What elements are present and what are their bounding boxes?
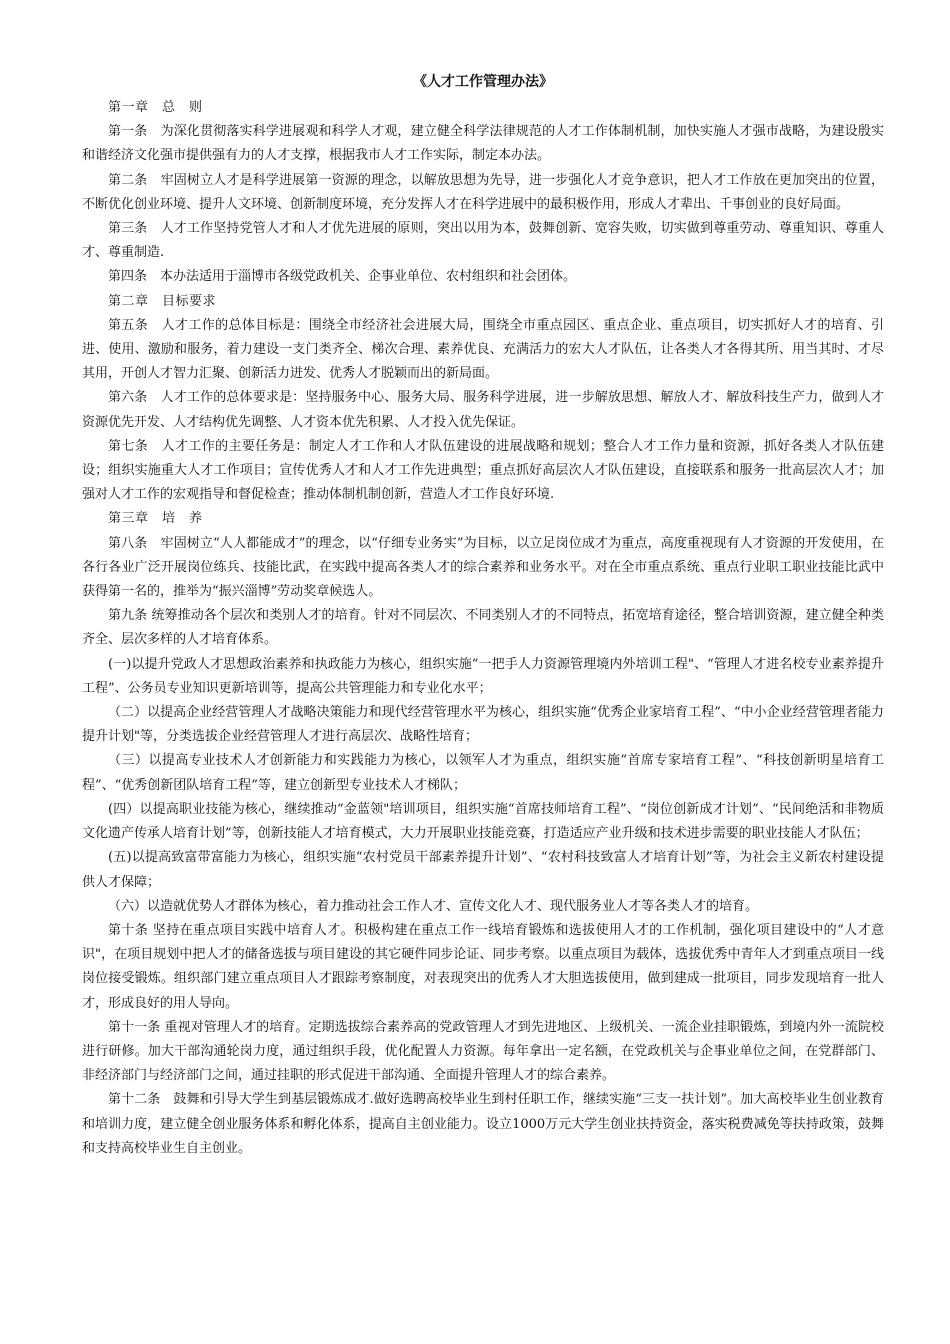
article-paragraph: 第七条 人才工作的主要任务是：制定人才工作和人才队伍建设的进展战略和规划；整合人才工作力量和资源，抓好各类人才队伍建设；组织实施重大人才工作项目；宣传优秀人才和人才工作先进典型；重点抓好高层次人才队伍建设，直接联系和服务一批高层次人才；加强对人才工作的宏观指导和督促检查；推动体制机制创新，营造人才工作良好环境. (82, 438, 884, 503)
article-paragraph: （二）以提高企业经营管理人才战略决策能力和现代经营管理水平为核心，组织实施“优秀企业家培育工程”、“中小企业经营管理者能力提升计划"等，分类选拔企业经营管理人才进行高层次、战略性培育； (82, 705, 884, 745)
chapter-heading: 第二章 目标要求 (108, 293, 217, 309)
article-paragraph: （六）以造就优势人才群体为核心，着力推动社会工作人才、宣传文化人才、现代服务业人才等各类人才的培育。 (108, 898, 759, 914)
article-paragraph: 第一条 为深化贯彻落实科学进展观和科学人才观，建立健全科学法律规范的人才工作体制机制，加快实施人才强市战略，为建设殷实和谐经济文化强市提供强有力的人才支撑，根据我市人才工作实际，制定本办法。 (82, 124, 884, 164)
document-page (82, 72, 884, 1161)
article-paragraph: (四）以提高职业技能为核心，继续推动“金蓝领"培训项目，组织实施“首席技师培育工程”、“岗位创新成才计划”、“民间绝活和非物质文化遗产传承人培育计划”等，创新技能人才培育模式，大力开展职业技能竞赛，打造适应产业升级和技术进步需要的职业技能人才队伍； (82, 801, 884, 842)
article-paragraph: 第十条 坚持在重点项目实践中培育人才。积极构建在重点工作一线培育锻炼和选拔使用人才的工作机制，强化项目建设中的“人才意识"，在项目规划中把人才的储备选拔与项目建设的其它硬件同步论证、同步考察。以重点项目为载体，选拔优秀中青年人才到重点项目一线岗位接受锻炼。组织部门建立重点项目人才跟踪考察制度，对表现突出的优秀人才大胆选拔使用，做到建成一批项目，同步发现培育一批人才，形成良好的用人导向。 (82, 922, 884, 1011)
article-paragraph: 第三条 人才工作坚持党管人才和人才优先进展的原则，突出以用为本，鼓舞创新、宽容失败，切实做到尊重劳动、尊重知识、尊重人才、尊重制造. (82, 221, 884, 261)
article-paragraph: （三）以提高专业技术人才创新能力和实践能力为核心，以领军人才为重点，组织实施“首席专家培育工程”、“科技创新明星培育工程”、“优秀创新团队培育工程”等，建立创新型专业技术人才梯队； (82, 753, 884, 793)
article-paragraph: 第十一条 重视对管理人才的培育。定期选拔综合素养高的党政管理人才到先进地区、上级机关、一流企业挂职锻炼，到境内外一流院校进行研修。加大干部沟通轮岗力度，通过组织手段，优化配置人力资源。每年拿出一定名额，在党政机关与企事业单位之间，在党群部门、非经济部门与经济部门之间，通过挂职的形式促进干部沟通、全面提升管理人才的综合素养。 (82, 1019, 884, 1084)
document-title: 《人才工作管理办法》 (413, 74, 553, 90)
chapter-heading: 第一章 总 则 (108, 100, 203, 115)
article-paragraph: 第四条 本办法适用于淄博市各级党政机关、企事业单位、农村组织和社会团体。 (108, 269, 577, 285)
article-paragraph: 第九条 统筹推动各个层次和类别人才的培育。针对不同层次、不同类别人才的不同特点，拓宽培育途径，整合培训资源，建立健全种类齐全、层次多样的人才培育体系。 (82, 608, 884, 648)
article-paragraph: (一)以提升党政人才思想政治素养和执政能力为核心，组织实施“一把手人力资源管理境内外培训工程"、“管理人才进名校专业素养提升工程”、公务员专业知识更新培训等，提高公共管理能力和专业化水平； (82, 656, 884, 696)
chapter-heading: 第三章 培 养 (108, 511, 203, 527)
article-paragraph: 第六条 人才工作的总体要求是：坚持服务中心、服务大局、服务科学进展，进一步解放思想、解放人才、解放科技生产力，做到人才资源优先开发、人才结构优先调整、人才资本优先积累、人才投入优先保证。 (82, 390, 884, 430)
article-paragraph: 第八条 牢固树立“人人都能成才”的理念，以“仔细专业务实”为目标，以立足岗位成才为重点，高度重视现有人才资源的开发使用，在各行各业广泛开展岗位练兵、技能比武，在实践中提高各类人才的综合素养和业务水平。对在全市重点系统、重点行业职工职业技能比武中获得第一名的，推举为“振兴淄博”劳动奖章候选人。 (82, 535, 884, 600)
article-paragraph: 第五条 人才工作的总体目标是：围绕全市经济社会进展大局，围绕全市重点园区、重点企业、重点项目，切实抓好人才的培育、引进、使用、激励和服务，着力建设一支门类齐全、梯次合理、素养优良、充满活力的宏大人才队伍，让各类人才各得其所、用当其时、才尽其用，开创人才智力汇聚、创新活力迸发、优秀人才脱颖而出的新局面。 (82, 317, 884, 382)
article-paragraph: 第二条 牢固树立人才是科学进展第一资源的理念，以解放思想为先导，进一步强化人才竞争意识，把人才工作放在更加突出的位置，不断优化创业环境、提升人文环境、创新制度环境，充分发挥人才在科学进展中的最积极作用，形成人才辈出、千事创业的良好局面。 (82, 172, 884, 212)
article-paragraph: 第十二条 鼓舞和引导大学生到基层锻炼成才.做好选聘高校毕业生到村任职工作，继续实施“三支一扶计划”。加大高校毕业生创业教育和培训力度，建立健全创业服务体系和孵化体系，提高自主创业能力。设立1000万元大学生创业扶持资金，落实税费减免等扶持政策，鼓舞和支持高校毕业生自主创业。 (82, 1092, 884, 1156)
article-paragraph: (五)以提高致富带富能力为核心，组织实施“农村党员干部素养提升计划”、“农村科技致富人才培育计划”等，为社会主义新农村建设提供人才保障； (82, 850, 884, 890)
document-body (82, 96, 884, 1161)
